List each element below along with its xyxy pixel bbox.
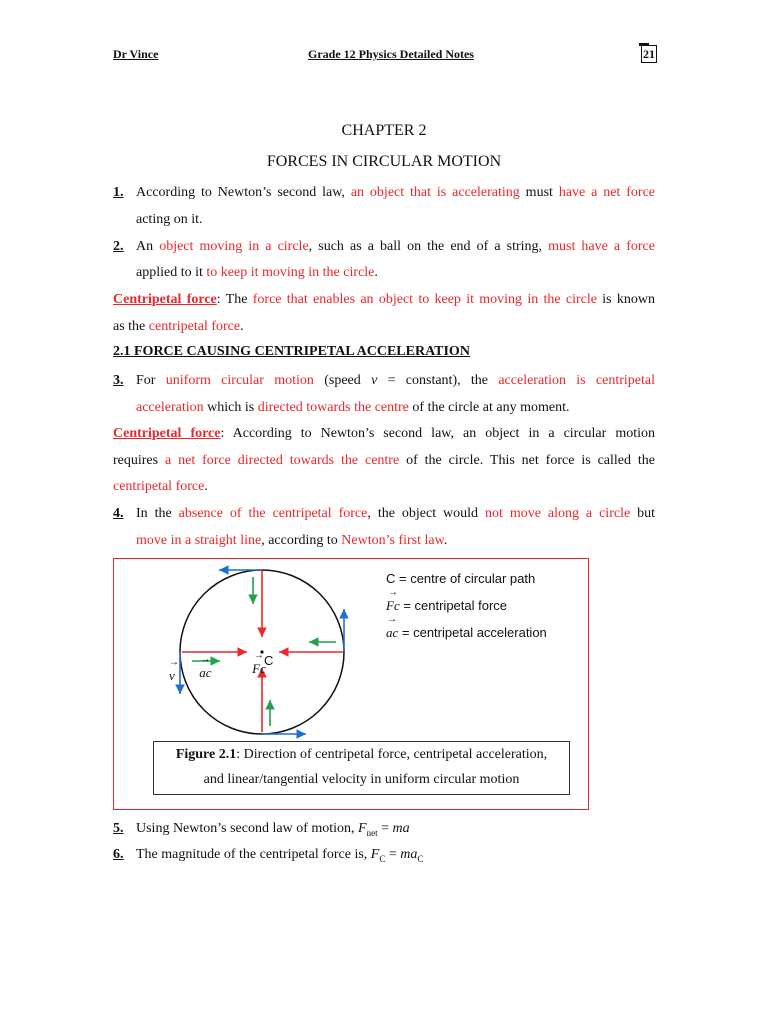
figure-caption-label: Figure 2.1 xyxy=(175,747,237,762)
point-6-text: The magnitude of the centripetal force is, $F_C = ma_C$ xyxy=(136,847,424,864)
legend-force: → Fc = centripetal force xyxy=(386,598,507,614)
header-title: Grade 12 Physics Detailed Notes xyxy=(308,47,474,61)
force-label: → Fc xyxy=(252,661,266,676)
header-author: Dr Vince xyxy=(113,47,159,61)
point-5-number: 5. xyxy=(113,821,124,836)
point-1-number: 1. xyxy=(113,185,124,200)
chapter-number: CHAPTER 2 xyxy=(341,122,427,139)
point-3-number: 3. xyxy=(113,373,124,388)
point-1-line-2: acting on it. xyxy=(136,212,203,227)
section-heading: 2.1 FORCE CAUSING CENTRIPETAL ACCELERATION xyxy=(113,344,470,359)
definition-2-line-1: Centripetal force: According to Newton’s second law, an object in a circular motion xyxy=(113,426,655,441)
point-4-line-2: move in a straight line, according to Newton’s first law. xyxy=(136,533,448,548)
chapter-title: FORCES IN CIRCULAR MOTION xyxy=(266,153,502,170)
point-2-number: 2. xyxy=(113,239,124,254)
figure-caption: Figure 2.1: Direction of centripetal force, centripetal acceleration, and linear/tangential velocity in uniform circular motion xyxy=(153,741,570,795)
definition-2-label: Centripetal force xyxy=(113,426,221,441)
legend-acceleration: → ac = centripetal acceleration xyxy=(386,625,547,641)
definition-2-line-2: requires a net force directed towards the centre of the circle. This net force is called the xyxy=(113,453,656,468)
definition-1-line-2: as the centripetal force. xyxy=(113,319,244,334)
point-4-line-1: In the absence of the centripetal force, the object would not move along a circle but xyxy=(136,506,656,521)
legend-centre: C = centre of circular path xyxy=(386,571,536,586)
definition-2-line-3: centripetal force. xyxy=(113,479,208,494)
point-6-number: 6. xyxy=(113,847,124,862)
point-2-line-2: applied to it to keep it moving in the circle. xyxy=(136,265,378,280)
page-number: 21 xyxy=(643,47,655,61)
velocity-label: → v xyxy=(169,668,175,683)
point-4-number: 4. xyxy=(113,506,124,521)
centre-label: C xyxy=(264,653,274,668)
definition-1-line-1: Centripetal force: The force that enables an object to keep it moving in the circle is known xyxy=(113,292,656,307)
point-3-line-1: For uniform circular motion (speed v = constant), the acceleration is centripetal xyxy=(136,373,655,388)
point-2-line-1: An object moving in a circle, such as a ball on the end of a string, must have a force xyxy=(136,239,655,254)
point-5-text: Using Newton’s second law of motion, $F_{net}$ = ma xyxy=(136,821,410,838)
point-1-line-1: According to Newton’s second law, an object that is accelerating must have a net force xyxy=(136,185,656,200)
definition-1-label: Centripetal force xyxy=(113,292,217,307)
point-3-line-2: acceleration which is directed towards the centre of the circle at any moment. xyxy=(136,400,570,415)
accel-label: → ac xyxy=(199,665,211,680)
